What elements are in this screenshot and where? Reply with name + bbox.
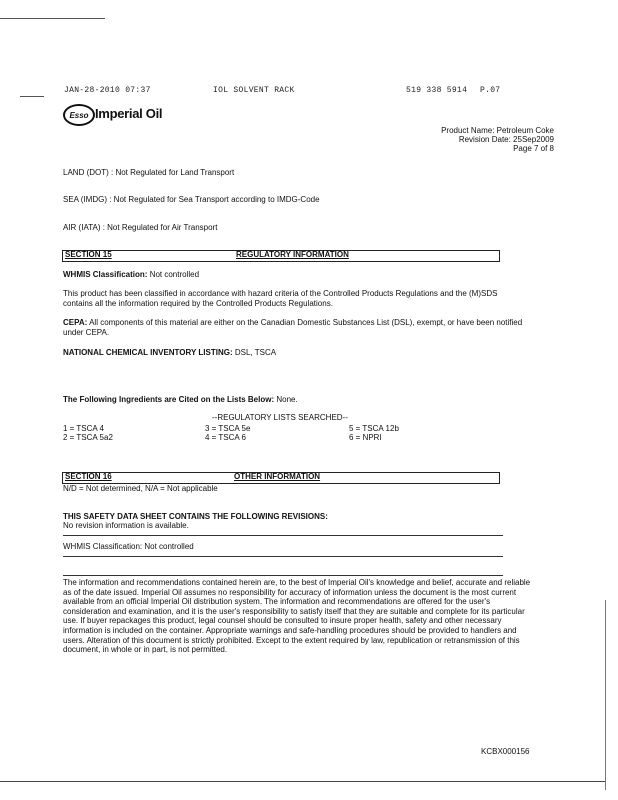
list-item: 6 = NPRI <box>349 433 382 442</box>
list-item: 1 = TSCA 4 <box>63 424 104 433</box>
whmis-classification-2 <box>63 542 194 552</box>
right-scan-edge <box>605 600 606 790</box>
inventory-listing <box>63 348 276 358</box>
whmis-value-2: Not controlled <box>144 542 194 551</box>
sea-transport: SEA (IMDG) : Not Regulated for Sea Transport according to IMDG-Code <box>63 195 320 204</box>
disclaimer-text: The information and recommendations contained herein are, to the best of Imperial Oil's knowledge and belief, accurate and reliable as of the date issued. Imperial Oil assumes no responsibility for accuracy of information unless the document is the most current available from an official Imperial Oil distribution system. The information and recommendations are offered for the user's consideration and examination, and it is the user's responsibility to satisfy itself that they are suitable and complete for its particular use. If buyer repackages this product, legal counsel should be consulted to insure proper health, safety and other necessary information is included on the container. Appropriate warnings and safe-handling procedures should be provided to handlers and users. Alteration of this document is strictly prohibited. Except to the extent required by law, republication or retransmission of this document, in whole or in part, is not permitted. <box>63 578 531 655</box>
cited-label: The Following Ingredients are Cited on the Lists Below: <box>63 395 275 404</box>
section-15-label: SECTION 15 <box>65 250 112 259</box>
whmis-label-2: WHMIS Classification: <box>63 542 143 551</box>
fax-date-time: JAN-28-2010 07:37 <box>64 86 151 95</box>
bottom-scan-line <box>0 781 605 782</box>
revisions-divider <box>63 535 503 536</box>
land-transport: LAND (DOT) : Not Regulated for Land Transport <box>63 168 235 177</box>
revision-date: Revision Date: 25Sep2009 <box>458 135 554 144</box>
abbreviations: N/D = Not determined, N/A = Not applicable <box>63 484 218 493</box>
cited-ingredients <box>63 395 298 405</box>
top-scan-line <box>0 18 105 19</box>
fax-phone: 519 338 5914 <box>406 86 468 95</box>
esso-logo-text: Esso <box>69 110 89 120</box>
whmis-label: WHMIS Classification: <box>63 270 148 279</box>
whmis-value: Not controlled <box>149 270 200 279</box>
document-id: KCBX000156 <box>481 747 530 756</box>
classification-text: This product has been classified in accordance with hazard criteria of the Controlled Products Regulations and the (M)SDS contains all the information required by the Controlled Products Regulations. <box>63 289 498 308</box>
brand-name: Imperial Oil <box>95 106 163 121</box>
esso-logo <box>63 104 95 126</box>
cited-value: None. <box>276 395 298 404</box>
fax-page: P.07 <box>480 86 501 95</box>
list-item: 4 = TSCA 6 <box>205 433 246 442</box>
whmis-classification <box>63 270 199 280</box>
fax-sender: IOL SOLVENT RACK <box>213 86 295 95</box>
cepa-text: All components of this material are either on the Canadian Domestic Substances List (DSL), exempt, or have been notified under CEPA. <box>63 318 523 337</box>
page-number: Page 7 of 8 <box>513 144 554 153</box>
inventory-label: NATIONAL CHEMICAL INVENTORY LISTING: <box>63 348 233 357</box>
cepa-statement <box>63 318 533 337</box>
section-15-title: REGULATORY INFORMATION <box>236 250 349 259</box>
section-16-label: SECTION 16 <box>65 472 112 481</box>
disclaimer-divider <box>63 575 503 576</box>
whmis-divider <box>63 556 503 557</box>
lists-heading: --REGULATORY LISTS SEARCHED-- <box>212 413 348 422</box>
revisions-heading: THIS SAFETY DATA SHEET CONTAINS THE FOLLOWING REVISIONS: <box>63 512 328 521</box>
list-item: 5 = TSCA 12b <box>349 424 399 433</box>
air-transport: AIR (IATA) : Not Regulated for Air Transport <box>63 223 218 232</box>
section-16-title: OTHER INFORMATION <box>234 472 321 481</box>
left-scan-tick <box>20 96 44 97</box>
cepa-label: CEPA: <box>63 318 88 327</box>
revisions-text: No revision information is available. <box>63 521 189 530</box>
list-item: 2 = TSCA 5a2 <box>63 433 113 442</box>
product-name: Product Name: Petroleum Coke <box>441 126 554 135</box>
inventory-value: DSL, TSCA <box>234 348 277 357</box>
list-item: 3 = TSCA 5e <box>205 424 251 433</box>
